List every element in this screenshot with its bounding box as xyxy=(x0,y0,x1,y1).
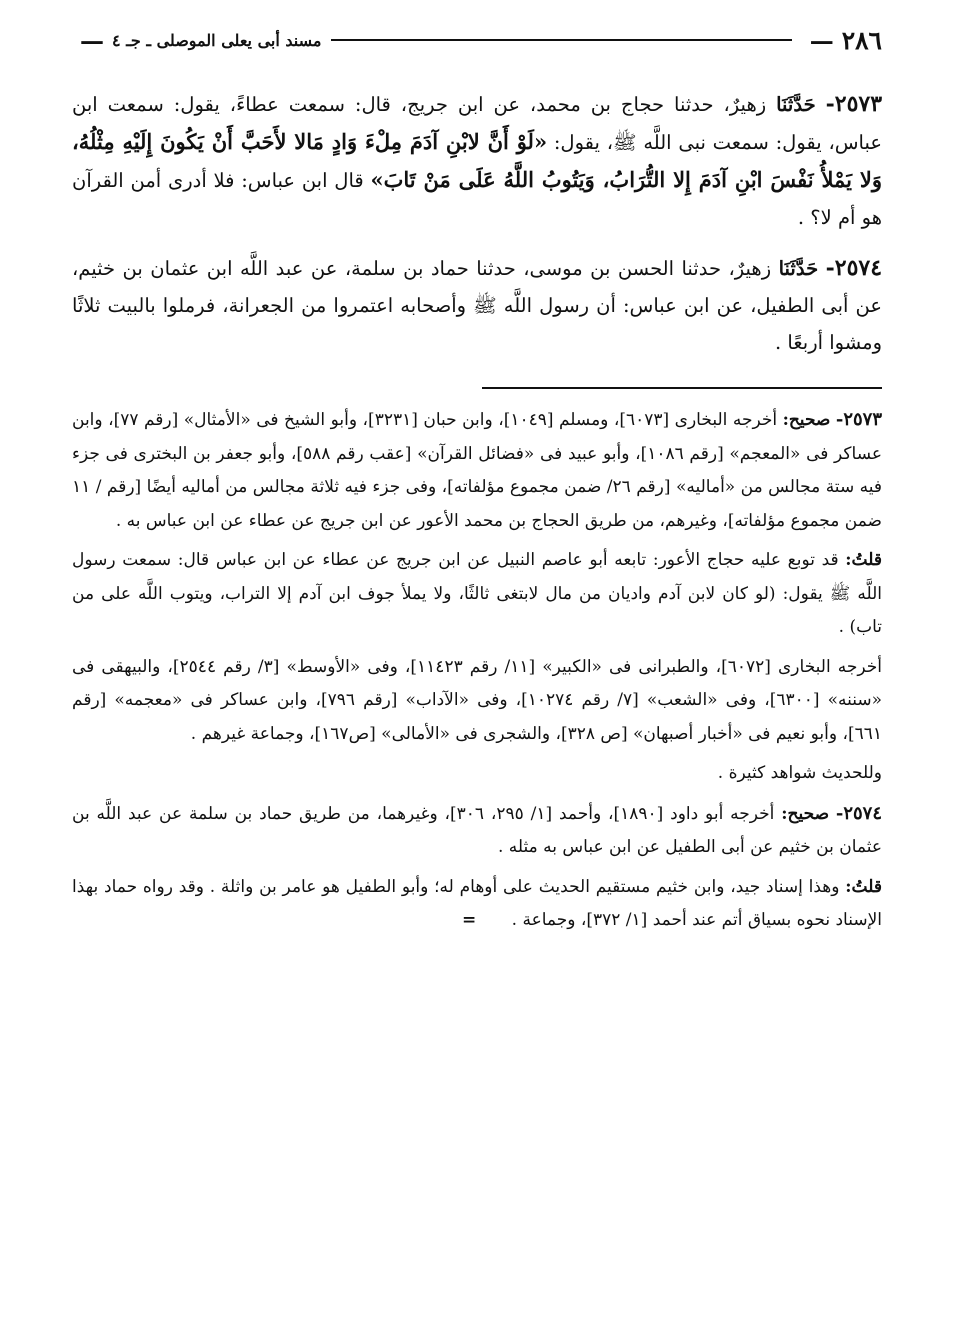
book-page xyxy=(72,22,882,1312)
running-title: مسند أبى يعلى الموصلى ـ جـ ٤ xyxy=(112,30,322,50)
footnote-shawahid xyxy=(72,757,882,791)
footnote-number: ٢٥٧٤- xyxy=(835,802,883,824)
footnote-text: قد توبع عليه حجاج الأعور: تابعه أبو عاصم النبيل عن ابن جريج عن عطاء عن ابن عباس قال: سمعت رسول اللَّه ﷺ يقول: (لو كان لابن آدم واديان من مال لابتغى ثالثًا، ولا يملأ جوف ابن آدم إلا التراب، ويتوب اللَّه على من تاب) . xyxy=(72,550,882,637)
header-dash: — xyxy=(809,25,834,55)
hadith-number: ٢٥٧٣- xyxy=(825,91,883,117)
footnote-takhrij xyxy=(72,651,882,752)
footnote-text: أخرجه البخارى [٦٠٧٢]، والطبرانى فى «الكبير» [١١/ رقم ١١٤٢٣]، وفى «الأوسط» [٣/ رقم ٢٥٤٤]، والبيهقى فى «سننه» [٦٣٠٠]، وفى «الشعب» [٧/ رقم ١٠٢٧٤]، وفى «الآداب» [رقم ٧٩٦]، وابن عساكر فى «معجمه» [رقم ٦٦١]، وأبو نعيم فى «أخبار أصبهان» [ص ٣٢٨]، والشجرى فى «الأمالى» [ص١٦٧]، وجماعة غيرهم . xyxy=(72,656,883,744)
hadith-2573 xyxy=(72,86,882,236)
footnote-text: أخرجه أبو داود [١٨٩٠]، وأحمد [١/ ٢٩٥، ٣٠٦]، وغيرهما، من طريق حماد بن سلمة عن عبد اللَّه بن عثمان بن خثيم عن أبى الطفيل عن ابن عباس به مثله . xyxy=(72,803,882,857)
header-rule xyxy=(331,39,791,41)
footnote-text: وهذا إسناد جيد، وابن خثيم مستقيم الحديث على أوهام له؛ وأبو الطفيل هو عامر بن واثلة . وقد رواه حماد بهذا الإسناد نحوه بسياق أتم عند أحمد [١/ ٣٧٢]، وجماعة . xyxy=(72,876,882,930)
hadith-2574 xyxy=(72,250,882,361)
footnote-number: ٢٥٧٣- xyxy=(835,409,882,430)
header-dash-end: — xyxy=(80,25,104,55)
footnote-separator xyxy=(482,387,882,389)
footnote-lead: قلتُ: xyxy=(845,550,882,570)
hadith-number: ٢٥٧٤- xyxy=(825,255,883,281)
hadith-isnad: زهيرٌ، حدثنا حجاج بن محمد، عن ابن جريج، قال: سمعت عطاءً، يقول: سمعت ابن عباس، يقول: سمعت نبى اللَّه ﷺ، يقول: xyxy=(72,93,882,154)
footnote-comment xyxy=(72,544,882,645)
hadith-text: زهيرٌ، حدثنا الحسن بن موسى، حدثنا حماد بن سلمة، عن عبد اللَّه ابن عثمان بن خثيم، عن أبى الطفيل، عن ابن عباس: أن رسول اللَّه ﷺ وأصحابه اعتمروا من الجعرانة، فرملوا بالبيت ثلاثًا ومشوا أربعًا . xyxy=(72,257,882,354)
footnote-text: وللحديث شواهد كثيرة . xyxy=(717,763,882,783)
page-header xyxy=(72,22,882,58)
footnote-grade: صحيح: xyxy=(782,410,831,430)
page-number: ٢٨٦ xyxy=(841,25,882,55)
hadith-lead-word: حَدَّثَنَا xyxy=(776,93,816,116)
hadith-comment: قال ابن عباس: فلا أدرى أمن القرآن هو أم لا؟ . xyxy=(72,169,882,229)
footnote-grade: صحيح: xyxy=(781,803,830,824)
footnote-2573 xyxy=(72,403,882,538)
footnote-lead: قلتُ: xyxy=(845,876,882,897)
hadith-matn: «لَوْ أَنَّ لابْنِ آدَمَ مِلْءَ وَادٍ مَالا لأَحَبَّ أَنْ يَكُونَ إِلَيْهِ مِثْلُهُ، وَلا يَمْلأُ نَفْسَ ابْنِ آدَمَ إِلا التُّرَابُ، وَيَتُوبُ اللَّهُ عَلَى مَنْ تَابَ» xyxy=(72,129,883,192)
footnote-2574 xyxy=(72,797,882,865)
continuation-mark: = xyxy=(461,910,477,930)
footnote-comment-2 xyxy=(72,871,882,938)
footnote-text: أخرجه البخارى [٦٠٧٣]، ومسلم [١٠٤٩]، وابن حبان [٣٢٣١]، وأبو الشيخ فى «الأمثال» [رقم ٧٧]، وابن عساكر فى «المعجم» [رقم ١٠٨٦]، وأبو عبيد فى «فضائل القرآن» [عقب رقم ٥٨٨]، وأبو جعفر بن البخترى فى جزء فيه ستة مجالس من «أماليه» [رقم ٢٦/ ضمن مجموع مؤلفاته]، وفى جزء فيه ثلاثة مجالس من أماليه أيضًا [رقم / ١١ ضمن مجموع مؤلفاته]، وغيرهم، من طريق الحجاج بن محمد الأعور عن ابن جريج عن عطاء عن ابن عباس به . xyxy=(72,410,882,531)
hadith-lead-word: حَدَّثَنَا xyxy=(778,257,819,280)
